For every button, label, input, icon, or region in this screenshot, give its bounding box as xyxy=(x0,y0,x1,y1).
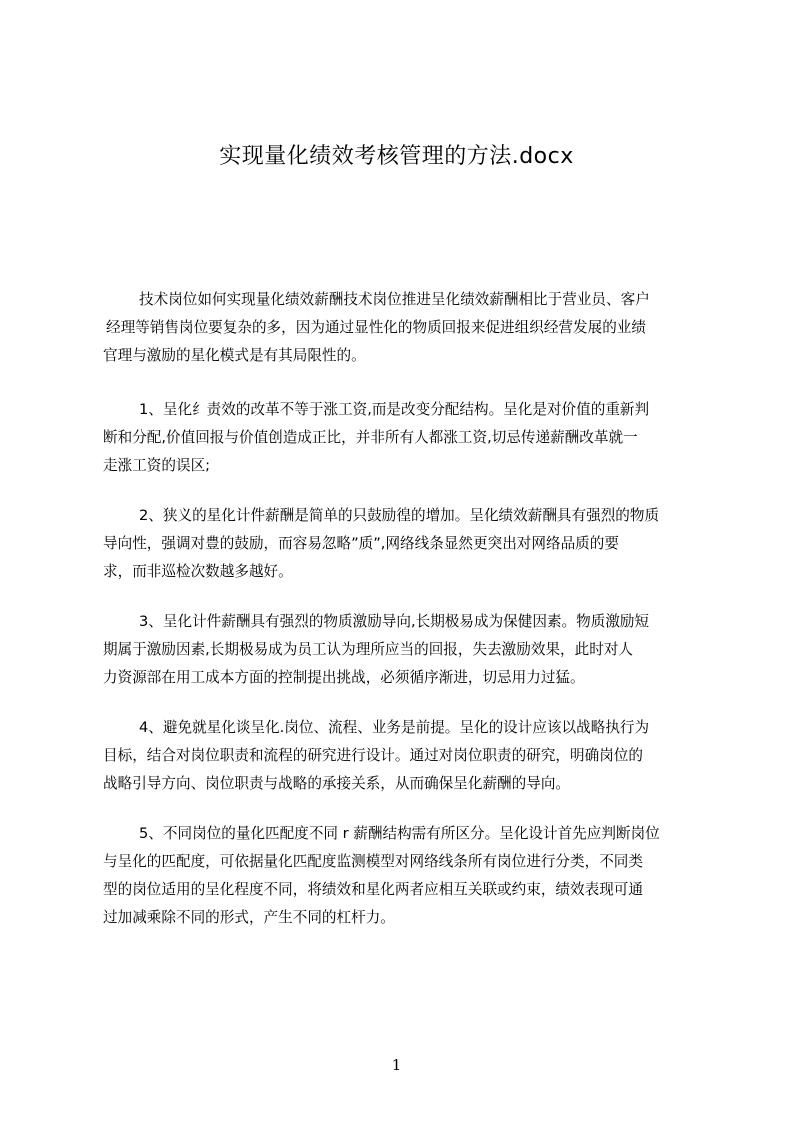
paragraph-point-3 xyxy=(103,608,703,692)
paragraph-point-1 xyxy=(103,396,703,480)
paragraph-intro xyxy=(103,286,703,370)
paragraph-point-4 xyxy=(103,714,703,798)
paragraph-line: 走涨工资的误区; xyxy=(103,457,211,474)
paragraph-line: 与呈化的匹配度，可依据量化匹配度监测模型对网络线条所有岗位进行分类，不同类 xyxy=(103,853,643,870)
paragraph-point-2 xyxy=(103,502,703,586)
paragraph-line: 2、狭义的星化计件薪酬是简单的只鼓励徨的增加。呈化绩效薪酬具有强烈的物质 xyxy=(139,507,660,524)
paragraph-line: 4、避免就星化谈呈化.岗位、流程、业务是前提。呈化的设计应该以战略执行为 xyxy=(139,719,650,736)
page-number: 1 xyxy=(391,1056,402,1074)
paragraph-line: 过加减乘除不同的形式，产生不同的杠杆力。 xyxy=(103,909,395,926)
paragraph-line: 期属于激励因素,长期极易成为员工认为理所应当的回报，失去激励效果，此时对人 xyxy=(103,641,634,658)
paragraph-line: 3、呈化计件薪酬具有强烈的物质激励导向,长期极易成为保健因素。物质激励短 xyxy=(139,613,650,630)
paragraph-point-5 xyxy=(103,820,703,932)
paragraph-line: 型的岗位适用的呈化程度不同，将绩效和星化两者应相互关联或约束，绩效表现可通 xyxy=(103,881,643,898)
paragraph-line: 断和分配,价值回报与价值创造成正比，并非所有人都涨工资,切忌传递薪酬改革就一 xyxy=(103,429,638,446)
document-title: 实现量化绩效考核管理的方法.docx xyxy=(219,144,574,169)
paragraph-line: 求，而非巡检次数越多越好。 xyxy=(103,563,293,580)
paragraph-line: 1、呈化纟责效的改革不等于涨工资,而是改变分配结构。呈化是对价值的重新判 xyxy=(139,401,650,418)
paragraph-line: 目标，结合对岗位职责和流程的研究进行设计。通过对岗位职责的研究，明确岗位的 xyxy=(103,747,643,764)
paragraph-line: 战略引导方向、岗位职责与战略的承接关系，从而确保呈化薪酬的导向。 xyxy=(103,775,571,792)
paragraph-line: 力资源部在用工成本方面的控制提出挑战，必须循序渐进，切忌用力过猛。 xyxy=(103,669,585,686)
paragraph-line: 经理等销售岗位要复杂的多，因为通过显性化的物质回报来促进组织经营发展的业绩 xyxy=(106,319,646,336)
paragraph-line: 5、不同岗位的量化匹配度不同 r 薪酬结构需有所区分。呈化设计首先应判断岗位 xyxy=(139,825,660,842)
paragraph-line: 导向性，强调对豊的鼓励，而容易忽略”质”,网络线条显然更突出对网络品质的要 xyxy=(103,535,619,552)
paragraph-line: 技术岗位如何实现量化绩效薪酬技术岗位推进呈化绩效薪酬相比于营业员、客户 xyxy=(139,291,650,308)
paragraph-line: 官理与激励的星化模式是有其局限性的。 xyxy=(103,347,366,364)
